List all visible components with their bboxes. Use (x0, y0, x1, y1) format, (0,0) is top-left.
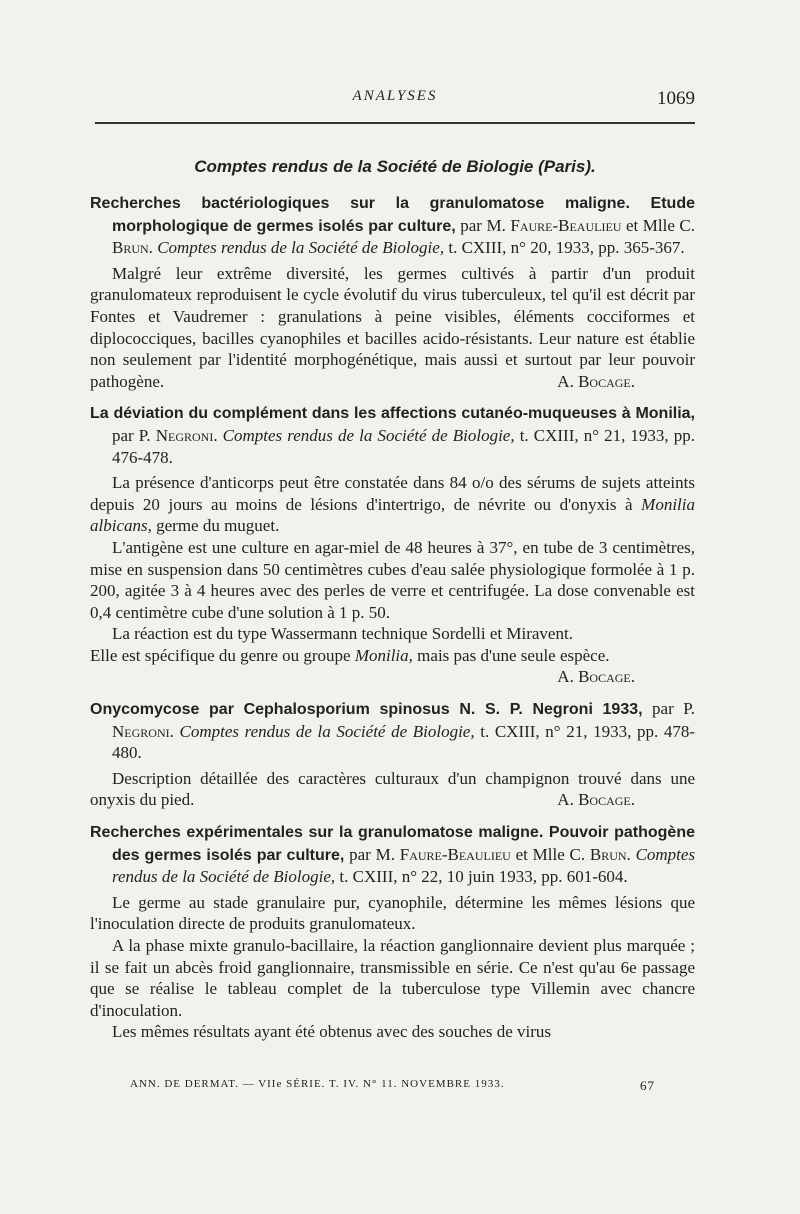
article-2-author1: Negroni. (155, 425, 218, 445)
article-4-title: Recherches expérimentales sur la granulomatose maligne. Pouvoir pathogène des germes isolés par culture, (90, 824, 695, 864)
article-3-signature: A. Bocage. (557, 790, 635, 810)
article-4-author2: Brun. (589, 844, 631, 864)
article-1-paragraph (90, 263, 695, 393)
article-3-author1: Negroni. (112, 721, 174, 741)
page-number: 1069 (657, 88, 695, 109)
article-4-paragraph-2: A la phase mixte granulo-bacillaire, la réaction ganglionnaire devient plus marquée ; il se fait un abcès froid ganglionnaire, transmissible en série. Ce n'est qu'au 6e passage que se réalise le tableau complet de la tuberculose type Villemin avec chancre d'inoculation. (90, 936, 695, 1020)
article-2 (90, 402, 695, 688)
running-title: ANALYSES (352, 88, 438, 104)
article-2-signature: A. Bocage. (557, 667, 635, 687)
article-3-text: Description détaillée des caractères culturaux d'un champignon trouvé dans une onyxis du pied. (90, 768, 695, 810)
article-1-signature: A. Bocage. (557, 371, 635, 391)
article-2-p4-text: Elle est spécifique du genre ou groupe (90, 645, 351, 665)
section-title: Comptes rendus de la Société de Biologie (Paris). (194, 157, 596, 176)
article-3-paragraph (90, 768, 695, 811)
article-1-journal: Comptes rendus de la Société de Biologie, (157, 238, 445, 258)
article-4-by: par M. (349, 844, 395, 864)
article-3-journal: Comptes rendus de la Société de Biologie, (179, 721, 475, 741)
footer-journal-line: ANN. DE DERMAT. — VIIe SÉRIE. T. IV. N° 11. NOVEMBRE 1933. (130, 1078, 505, 1090)
article-2-paragraph-1 (90, 472, 695, 537)
running-head (95, 88, 695, 112)
article-2-paragraph-3: La réaction est du type Wassermann technique Sordelli et Miravent. (112, 624, 573, 644)
article-4 (90, 821, 695, 1043)
header-rule (95, 122, 695, 124)
article-2-p1-text: La présence d'anticorps peut être constatée dans 84 o/o des sérums de sujets atteints depuis 20 jours au moins de lésions d'intertrigo, de névrite ou d'onyxis à (90, 473, 695, 514)
article-4-and: et Mlle C. (515, 844, 586, 864)
article-4-heading (90, 821, 695, 888)
article-2-paragraph-2: L'antigène est une culture en agar-miel de 48 heures à 37°, en tube de 3 centimètres, mise en suspension dans 50 centimètres cubes d'eau salée physiologique formolée à 1 p. 200, agitée 3 à 4 heures avec des perles de verre et centrifugée. La dose convenable est 0,4 centimètre cube d'une solution à 1 p. 50. (90, 537, 695, 622)
article-4-paragraph-3: Les mêmes résultats ayant été obtenus avec des souches de virus (112, 1022, 552, 1042)
article-1 (90, 192, 695, 392)
article-4-paragraph-1: Le germe au stade granulaire pur, cyanophile, détermine les mêmes lésions que l'inoculation directe de produits granulomateux. (90, 892, 695, 934)
article-1-author2: Brun. (112, 238, 153, 258)
article-2-p1-italic: Monilia albicans, (90, 494, 696, 536)
article-1-text: Malgré leur extrême diversité, les germes cultivés à partir d'un produit granulomateux reproduisent le cycle évolutif du virus tuberculeux, tel qu'il est décrit par Fontes et Vaudremer : granulations à peine visibles, éléments cocciformes et diplococciques, bacilles cyanophiles et bacilles acido-résistants. Leur nature est établie non seulement par l'identité morphogénétique, mais aussi et surtout par leur pouvoir pathogène. (90, 263, 695, 391)
article-2-paragraph-4 (90, 645, 695, 688)
article-1-by: par M. (460, 215, 506, 235)
article-1-author1: Faure-Beaulieu (510, 215, 622, 235)
article-2-journal: Comptes rendus de la Société de Biologie, (222, 425, 515, 445)
article-3-heading (90, 698, 695, 764)
article-2-ref: t. CXIII, n° 21, 1933, pp. 476-478. (112, 425, 696, 467)
article-4-author1: Faure-Beaulieu (399, 844, 511, 864)
footer-signature-mark: 67 (640, 1078, 655, 1093)
article-2-p4-end: mais pas d'une seule espèce. (417, 645, 610, 665)
article-3-title: Onycomycose par Cephalosporium spinosus N. S. P. Negroni 1933, (90, 701, 643, 719)
article-1-heading (90, 192, 695, 259)
article-4-journal: Comptes rendus de la Société de Biologie, (112, 844, 696, 887)
article-1-and: et Mlle C. (626, 215, 696, 235)
article-2-p4-italic: Monilia, (354, 645, 413, 665)
article-2-title: La déviation du complément dans les affections cutanéo-muqueuses à Monilia, (90, 405, 695, 423)
article-list (90, 192, 695, 1053)
article-2-p1-end: germe du muguet. (156, 516, 280, 536)
article-3 (90, 698, 695, 811)
article-3-ref: t. CXIII, n° 21, 1933, pp. 478-480. (112, 721, 695, 763)
article-4-ref: t. CXIII, n° 22, 10 juin 1933, pp. 601-604. (339, 867, 628, 887)
article-1-title: Recherches bactériologiques sur la granulomatose maligne. Etude morphologique de germes isolés par culture, (90, 195, 695, 235)
article-3-by: par P. (652, 699, 696, 719)
article-1-ref: t. CXIII, n° 20, 1933, pp. 365-367. (448, 238, 685, 258)
article-2-by: par P. (112, 425, 151, 445)
article-2-heading (90, 402, 695, 468)
